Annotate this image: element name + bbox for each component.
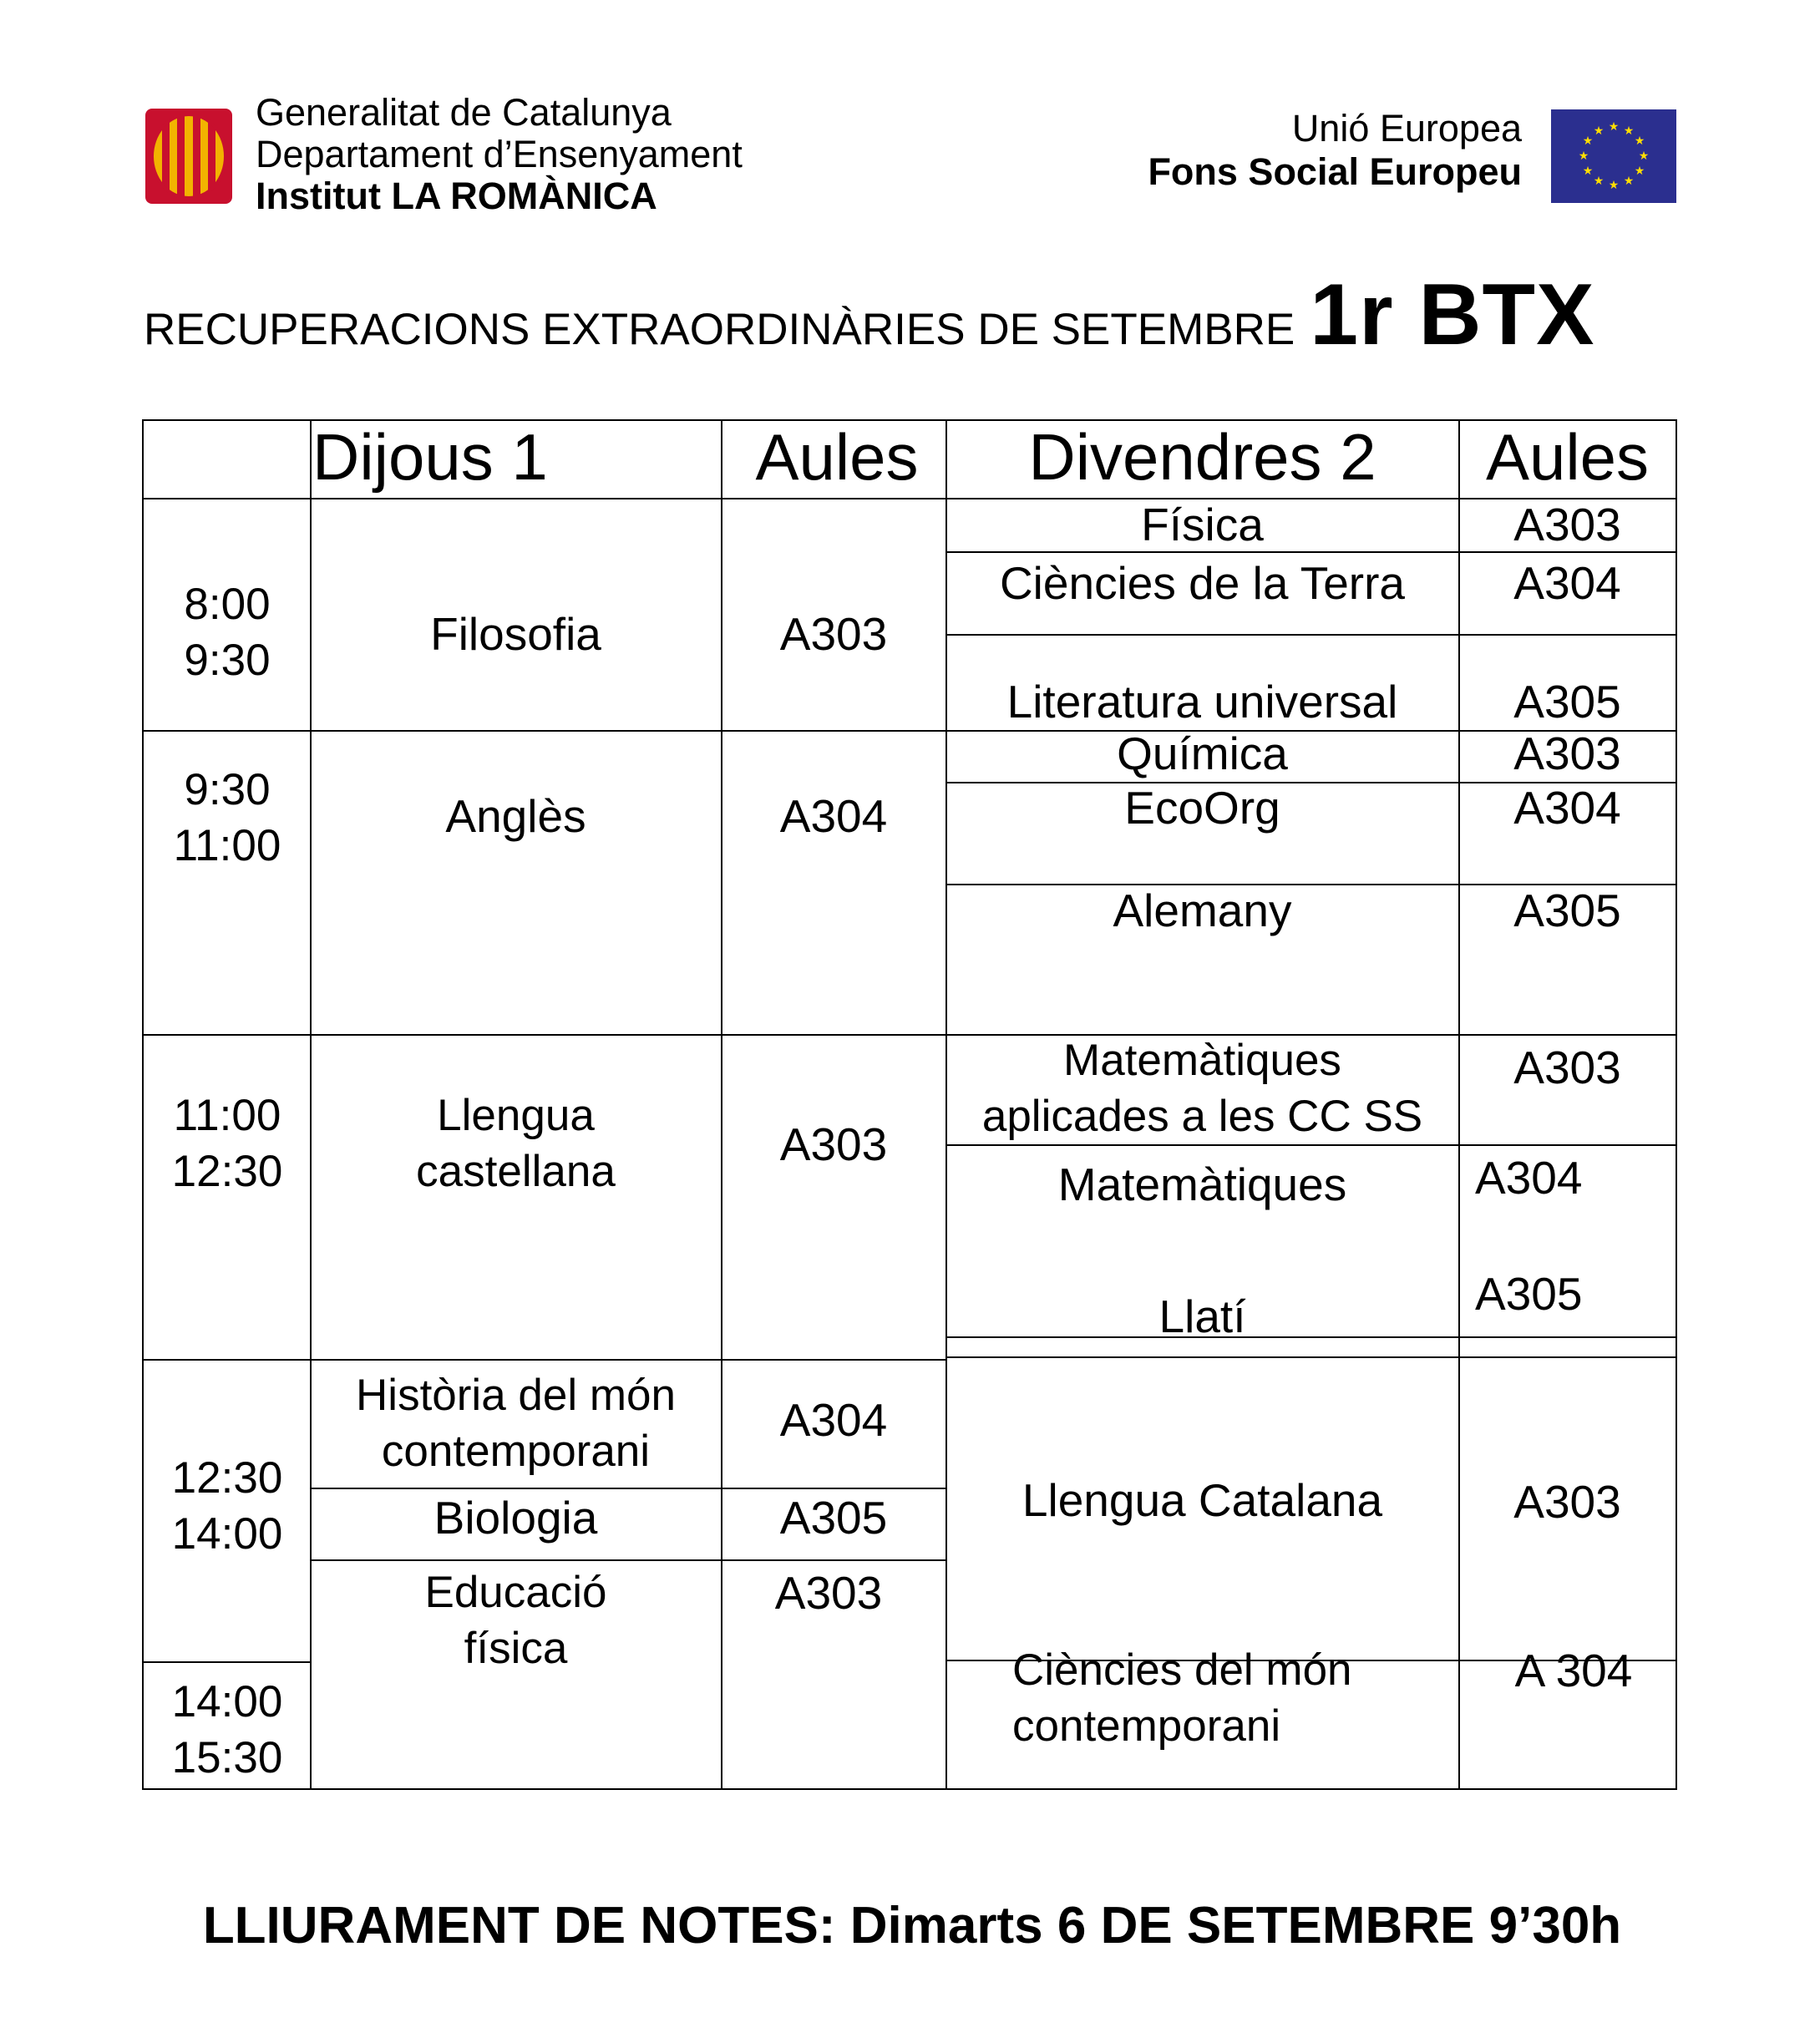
- svg-text:★: ★: [1623, 124, 1635, 138]
- header-rooms2: Aules: [1485, 420, 1650, 494]
- fri-subject-7-line1: Matemàtiques: [1063, 1036, 1341, 1085]
- header-day1: Dijous 1: [312, 420, 548, 494]
- eu-block: [1148, 107, 1522, 194]
- eu-line-1: Unió Europea: [1291, 107, 1522, 150]
- institution-line-3: Institut LA ROMÀNICA: [256, 175, 657, 217]
- svg-text:★: ★: [1578, 150, 1589, 163]
- thu-subject-4-line1: Història del món: [356, 1371, 676, 1420]
- thu-subject-6-line2: física: [464, 1624, 568, 1673]
- time-slot-1-end: 9:30: [184, 636, 271, 685]
- fri-subject-4: Química: [1117, 728, 1288, 779]
- fri-subject-11-line1: Ciències del món: [1012, 1645, 1352, 1695]
- time-slot-3-end: 12:30: [171, 1147, 283, 1196]
- fri-subject-10: Llengua Catalana: [1022, 1474, 1383, 1526]
- institution-block: [256, 92, 743, 217]
- time-slot-2: [144, 762, 311, 874]
- thu-sub-divider-2: [310, 1559, 947, 1561]
- header-day2: Divendres 2: [1028, 420, 1376, 494]
- svg-text:★: ★: [1638, 150, 1650, 163]
- fri-sub-divider-2: [945, 634, 1677, 636]
- fri-subject-11: [1012, 1642, 1458, 1754]
- fri-room-9: A305: [1475, 1268, 1583, 1320]
- thu-room-1: A303: [779, 608, 888, 660]
- svg-text:★: ★: [1608, 179, 1620, 192]
- time-slot-3: [144, 1087, 311, 1199]
- thu-subject-3: [311, 1087, 721, 1199]
- time-slot-3-start: 11:00: [173, 1091, 281, 1140]
- svg-text:★: ★: [1608, 120, 1620, 134]
- time-slot-2-start: 9:30: [184, 765, 271, 814]
- svg-text:★: ★: [1593, 175, 1605, 188]
- time-slot-2-end: 11:00: [173, 821, 281, 870]
- col-divider-4: [1458, 419, 1460, 1790]
- fri-subject-5: EcoOrg: [1124, 782, 1280, 834]
- svg-text:★: ★: [1634, 165, 1645, 178]
- header-rooms1: Aules: [755, 420, 919, 494]
- fri-subject-7-line2: aplicades a les CC SS: [981, 1092, 1423, 1141]
- fri-subject-11-line2: contemporani: [1012, 1701, 1281, 1751]
- thu-room-5: A305: [779, 1492, 888, 1544]
- fri-room-10: A303: [1513, 1476, 1621, 1528]
- fri-subject-7: [946, 1032, 1458, 1144]
- fri-subject-2: Ciències de la Terra: [999, 557, 1406, 609]
- time-slot-4-end: 14:00: [171, 1509, 283, 1559]
- slot-divider-3-left: [142, 1359, 947, 1361]
- fri-room-11: A 304: [1514, 1645, 1633, 1696]
- thu-subject-4-line2: contemporani: [381, 1427, 651, 1476]
- eu-flag-icon: [1551, 109, 1676, 203]
- thu-room-6: A303: [774, 1567, 883, 1619]
- time-slot-1-start: 8:00: [184, 580, 271, 629]
- time-slot-4-start: 12:30: [171, 1453, 283, 1503]
- fri-room-2: A304: [1513, 557, 1621, 609]
- thu-subject-3-line2: castellana: [416, 1147, 616, 1196]
- svg-text:★: ★: [1593, 124, 1605, 138]
- title-text: RECUPERACIONS EXTRAORDINÀRIES DE SETEMBRE: [144, 305, 1295, 354]
- time-slot-5-start: 14:00: [171, 1677, 283, 1726]
- svg-text:★: ★: [1582, 165, 1594, 178]
- title-level: 1r BTX: [1310, 266, 1595, 363]
- table-border-right: [1676, 419, 1677, 1790]
- fri-room-3: A305: [1513, 676, 1621, 728]
- thu-room-2: A304: [779, 790, 888, 842]
- time-slot-4: [144, 1450, 311, 1562]
- thu-room-4: A304: [779, 1394, 888, 1446]
- fri-subject-8: Matemàtiques: [1057, 1158, 1347, 1210]
- slot-divider-4-time: [142, 1661, 312, 1663]
- thu-subject-6: [311, 1564, 721, 1676]
- institution-line-2: Departament d’Ensenyament: [256, 133, 743, 175]
- table-border-bottom: [142, 1788, 1677, 1790]
- thu-subject-6-line1: Educació: [424, 1568, 607, 1617]
- time-slot-1: [144, 576, 311, 688]
- svg-text:★: ★: [1623, 175, 1635, 188]
- thu-subject-2: Anglès: [445, 790, 586, 842]
- time-slot-5-end: 15:30: [171, 1733, 283, 1782]
- thu-subject-4: [311, 1367, 721, 1479]
- thu-subject-3-line1: Llengua: [437, 1091, 595, 1140]
- page-title: [144, 266, 1594, 365]
- thu-room-3: A303: [779, 1118, 888, 1170]
- institution-line-1: Generalitat de Catalunya: [256, 91, 672, 134]
- fri-room-1: A303: [1513, 499, 1621, 550]
- fri-room-6: A305: [1513, 885, 1621, 936]
- generalitat-logo-icon: [144, 107, 234, 205]
- fri-room-8: A304: [1475, 1152, 1583, 1204]
- fri-room-4: A303: [1513, 728, 1621, 779]
- thu-subject-1: Filosofia: [430, 608, 601, 660]
- fri-subject-9: Llatí: [1158, 1290, 1246, 1342]
- fri-sub-divider-7: [945, 1356, 1677, 1358]
- fri-subject-3: Literatura universal: [1006, 676, 1398, 728]
- fri-subject-1: Física: [1141, 499, 1264, 550]
- thu-subject-5: Biologia: [433, 1492, 598, 1544]
- svg-text:★: ★: [1634, 134, 1645, 148]
- fri-room-7: A303: [1513, 1042, 1621, 1093]
- eu-line-2: Fons Social Europeu: [1148, 150, 1522, 193]
- time-slot-5: [144, 1674, 311, 1786]
- fri-subject-6: Alemany: [1113, 885, 1292, 936]
- fri-sub-divider-5: [945, 1144, 1677, 1146]
- grades-delivery-note: LLIURAMENT DE NOTES: Dimarts 6 DE SETEMBRE 9’30h: [202, 1897, 1622, 1954]
- fri-room-5: A304: [1513, 782, 1621, 834]
- svg-text:★: ★: [1582, 134, 1594, 148]
